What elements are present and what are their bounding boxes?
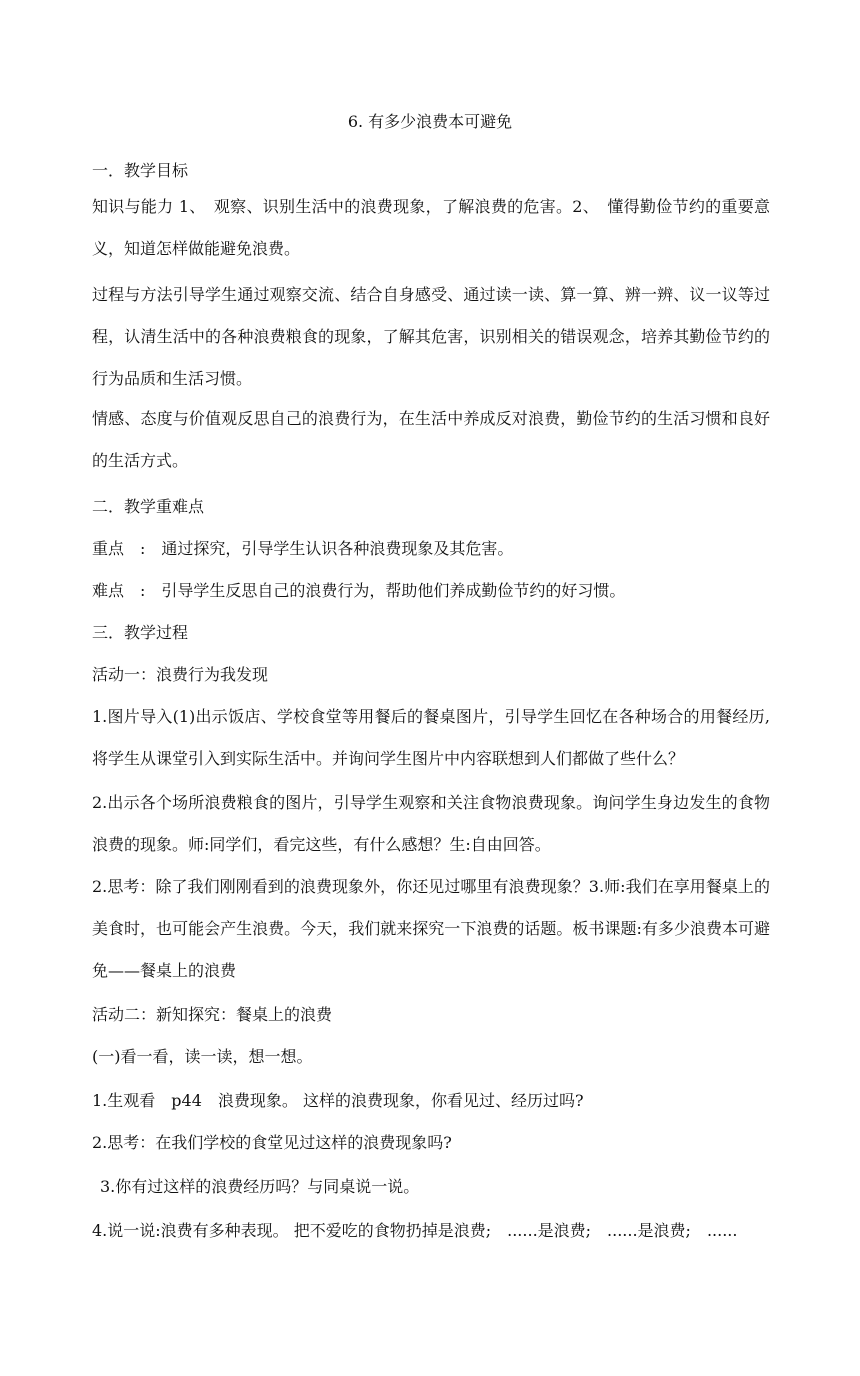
paragraph-picture-intro: 1.图片导入(1)出示饭店、学校食堂等用餐后的餐桌图片，引导学生回忆在各种场合的用餐经历,将学生从课堂引入到实际生活中。并询问学生图片中内容联想到人们都做了些什么？ <box>92 707 770 768</box>
paragraph-knowledge-ability: 知识与能力 1、 观察、识别生活中的浪费现象，了解浪费的危害。2、 懂得勤俭节约的重要意义，知道怎样做能避免浪费。 <box>92 197 770 258</box>
list-item-3: 3.你有过这样的浪费经历吗？与同桌说一说。 <box>100 1177 420 1196</box>
document-title: 6. 有多少浪费本可避免 <box>347 112 513 131</box>
list-item-2: 2.思考：在我们学校的食堂见过这样的浪费现象吗? <box>92 1133 452 1152</box>
paragraph-process-method: 过程与方法引导学生通过观察交流、结合自身感受、通过读一读、算一算、辨一辨、议一议等过程，认清生活中的各种浪费粮食的现象，了解其危害，识别相关的错误观念，培养其勤俭节约的行为品质和生活习惯。 <box>92 285 770 388</box>
paragraph-look-read-think: (一)看一看，读一读，想一想。 <box>92 1047 313 1066</box>
paragraph-emotion-values: 情感、态度与价值观反思自己的浪费行为，在生活中养成反对浪费，勤俭节约的生活习惯和良好的生活方式。 <box>92 409 770 470</box>
list-item-1: 1.生观看 p44 浪费现象。 这样的浪费现象，你看见过、经历过吗? <box>92 1091 584 1110</box>
paragraph-think-discuss: 2.思考：除了我们刚刚看到的浪费现象外，你还见过哪里有浪费现象？3.师:我们在享用餐桌上的美食时，也可能会产生浪费。今天，我们就来探究一下浪费的话题。板书课题:有多少浪费本可避免——餐桌上的浪费 <box>92 877 770 980</box>
activity-one-heading: 活动一：浪费行为我发现 <box>92 665 269 684</box>
paragraph-show-pictures: 2.出示各个场所浪费粮食的图片，引导学生观察和关注食物浪费现象。询问学生身边发生的食物浪费的现象。师:同学们，看完这些，有什么感想？生:自由回答。 <box>92 793 770 854</box>
section-heading-process: 三．教学过程 <box>92 623 189 642</box>
activity-two-heading: 活动二：新知探究：餐桌上的浪费 <box>92 1005 333 1024</box>
list-item-4: 4.说一说:浪费有多种表现。 把不爱吃的食物扔掉是浪费; ......是浪费; ......是浪费; ...... <box>92 1221 738 1240</box>
section-heading-key-points: 二．教学重难点 <box>92 497 205 516</box>
section-heading-objectives: 一．教学目标 <box>92 161 189 180</box>
paragraph-difficult-point: 难点 : 引导学生反思自己的浪费行为，帮助他们养成勤俭节约的好习惯。 <box>92 581 626 600</box>
paragraph-key-point: 重点 : 通过探究，引导学生认识各种浪费现象及其危害。 <box>92 539 514 558</box>
